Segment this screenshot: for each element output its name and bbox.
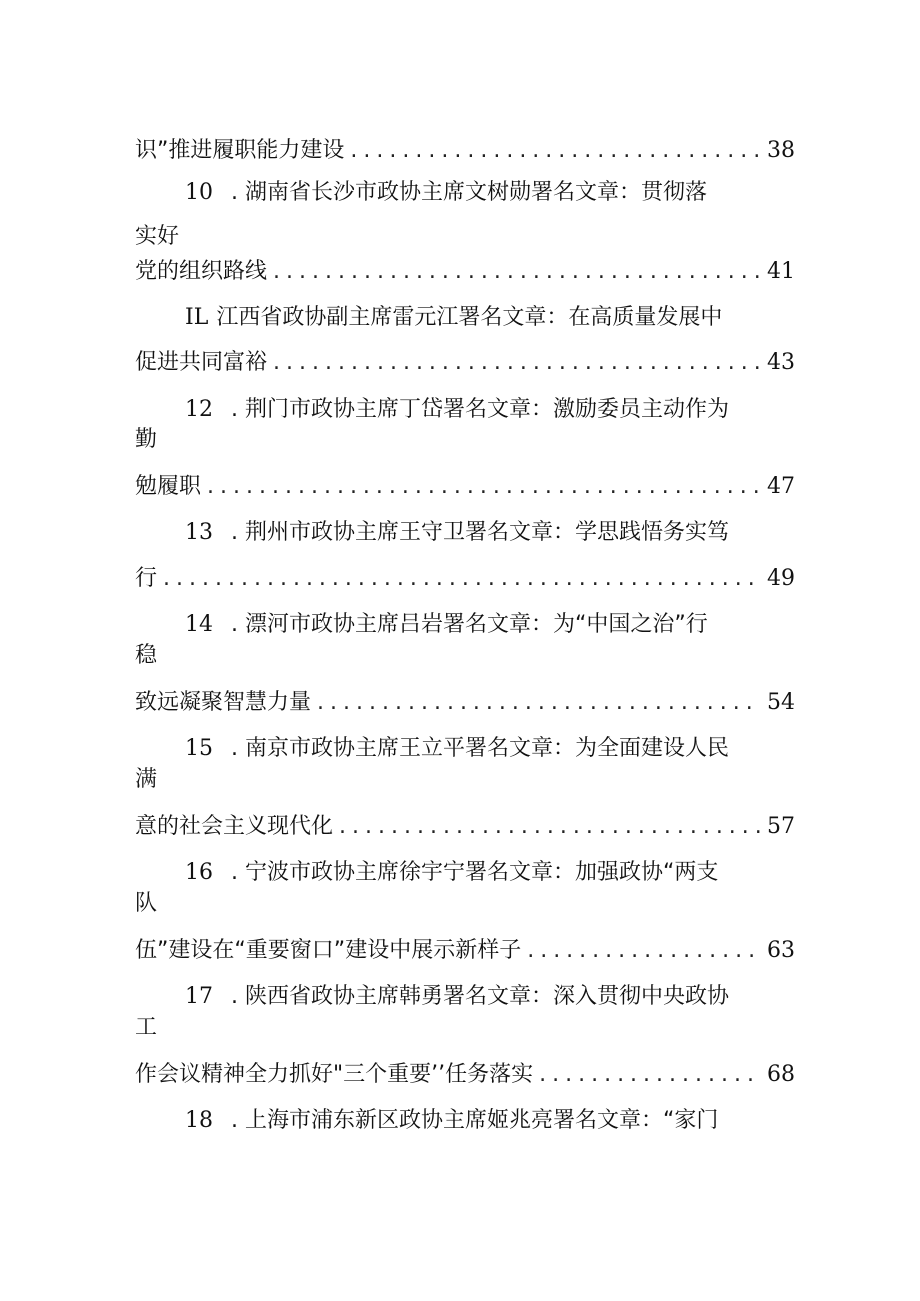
dot-leader (521, 936, 761, 966)
toc-line-43[interactable] (135, 348, 795, 378)
toc-entry-text: 意的社会主义现代化 (135, 814, 334, 839)
toc-entry-number: 14 (185, 612, 213, 637)
toc-entry-text: 实好 (135, 224, 180, 249)
toc-entry-text: 勤 (135, 427, 158, 452)
toc-page-number: 63 (767, 938, 795, 963)
toc-line-57[interactable] (135, 812, 795, 842)
dot-leader (267, 257, 761, 287)
toc-line-wrap (135, 641, 795, 671)
toc-page-number: 54 (767, 690, 795, 715)
toc-entry-text: . 陕西省政协主席韩勇署名文章：深入贯彻中央政协 (231, 984, 729, 1009)
toc-entry-text: . 宁波市政协主席徐宇宁署名文章：加强政协“两支 (231, 860, 719, 885)
toc-entry-text: 党的组织路线 (135, 259, 268, 284)
toc-entry-text: 致远凝聚智慧力量 (135, 690, 312, 715)
toc-page-number: 38 (767, 138, 795, 163)
toc-entry-heading-11[interactable] (185, 303, 795, 333)
toc-page-number: 47 (767, 474, 795, 499)
toc-page-number: 49 (767, 566, 795, 591)
toc-line-41[interactable] (135, 257, 795, 287)
toc-entry-heading-18[interactable] (185, 1106, 795, 1136)
toc-line-wrap (135, 222, 795, 252)
dot-leader (311, 688, 761, 718)
toc-entry-text: 勉履职 (135, 474, 202, 499)
dot-leader (267, 348, 761, 378)
toc-entry-text: 江西省政协副主席雷元江署名文章：在高质量发展中 (216, 305, 723, 330)
toc-entry-text: . 湖南省长沙市政协主席文树勋署名文章：贯彻落 (231, 180, 707, 205)
toc-line-49[interactable] (135, 564, 795, 594)
toc-entry-number: 15 (185, 736, 213, 761)
toc-entry-heading-10[interactable] (185, 178, 795, 208)
toc-entry-number: 16 (185, 860, 213, 885)
toc-entry-text: 促进共同富裕 (135, 350, 268, 375)
toc-entry-text: 作会议精神全力抓好"三个重要’’任务落实 (135, 1062, 534, 1087)
toc-line-68[interactable] (135, 1060, 795, 1090)
dot-leader (344, 136, 761, 166)
toc-line-wrap (135, 765, 795, 795)
toc-entry-heading-12[interactable] (185, 395, 795, 425)
toc-entry-heading-14[interactable] (185, 610, 795, 640)
toc-page-number: 68 (767, 1062, 795, 1087)
toc-entry-heading-13[interactable] (185, 518, 795, 548)
toc-entry-number: 12 (185, 397, 213, 422)
toc-entry-number: 17 (185, 984, 213, 1009)
toc-entry-text: 队 (135, 891, 158, 916)
toc-page-number: 43 (767, 350, 795, 375)
dot-leader (533, 1060, 761, 1090)
toc-page-number: 41 (767, 259, 795, 284)
toc-line-47[interactable] (135, 472, 795, 502)
toc-line-1[interactable] (135, 136, 795, 166)
dot-leader (201, 472, 761, 502)
toc-line-wrap (135, 425, 795, 455)
toc-entry-text: 行 (135, 566, 158, 591)
toc-entry-heading-15[interactable] (185, 734, 795, 764)
toc-entry-text: . 漂河市政协主席吕岩署名文章：为“中国之治”行 (231, 612, 708, 637)
toc-entry-number: 18 (185, 1108, 213, 1133)
dot-leader (333, 812, 761, 842)
toc-entry-number: 13 (185, 520, 213, 545)
toc-entry-text: 稳 (135, 643, 158, 668)
toc-entry-text: 识”推进履职能力建设 (135, 138, 345, 163)
toc-entry-number: IL (185, 305, 209, 330)
toc-entry-heading-17[interactable] (185, 982, 795, 1012)
toc-entry-text: 工 (135, 1015, 158, 1040)
dot-leader (157, 564, 761, 594)
toc-line-wrap (135, 1013, 795, 1043)
toc-entry-text: . 荆门市政协主席丁岱署名文章：激励委员主动作为 (231, 397, 729, 422)
toc-page-number: 57 (767, 814, 795, 839)
toc-entry-heading-16[interactable] (185, 858, 795, 888)
toc-entry-text: 伍”建设在“重要窗口”建设中展示新样子 (135, 938, 522, 963)
toc-line-63[interactable] (135, 936, 795, 966)
toc-entry-text: . 南京市政协主席王立平署名文章：为全面建设人民 (231, 736, 729, 761)
toc-line-54[interactable] (135, 688, 795, 718)
toc-entry-text: . 荆州市政协主席王守卫署名文章：学思践悟务实笃 (231, 520, 729, 545)
toc-line-wrap (135, 889, 795, 919)
toc-entry-text: 满 (135, 767, 158, 792)
toc-entry-text: . 上海市浦东新区政协主席姬兆亮署名文章：“家门 (231, 1108, 719, 1133)
toc-entry-number: 10 (185, 180, 213, 205)
